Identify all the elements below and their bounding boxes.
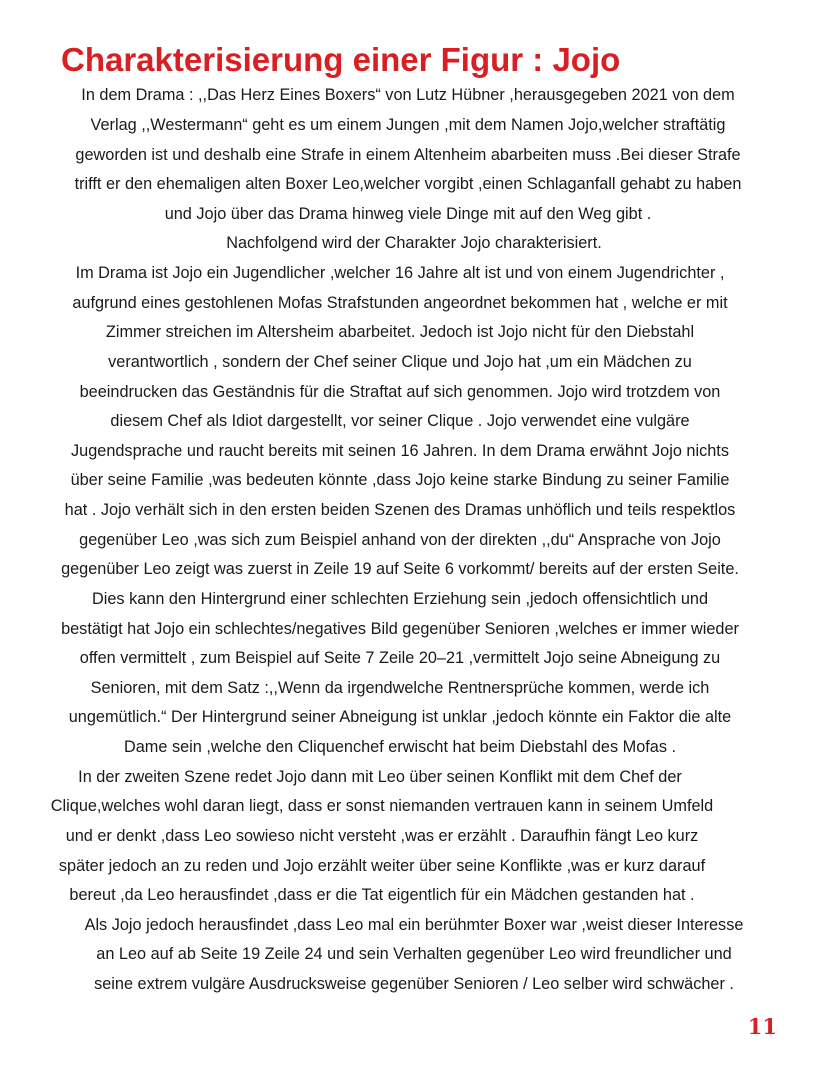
text-line: Verlag ,,Westermann“ geht es um einem Jungen ,mit dem Namen Jojo,welcher straftätig	[90, 116, 726, 134]
text-line: geworden ist und deshalb eine Strafe in einem Altenheim abarbeiten muss .Bei dieser Strafe	[75, 146, 741, 164]
text-line: Clique,welches wohl daran liegt, dass er sonst niemanden vertrauen kann in seinem Umfeld	[50, 797, 714, 815]
text-line: bestätigt hat Jojo ein schlechtes/negatives Bild gegenüber Senioren ,welches er immer wieder	[61, 620, 739, 638]
text-line: und er denkt ,dass Leo sowieso nicht versteht ,was er erzählt . Daraufhin fängt Leo kurz	[65, 827, 699, 845]
text-line: Zimmer streichen im Altersheim abarbeitet. Jedoch ist Jojo nicht für den Diebstahl	[105, 323, 695, 341]
text-line: beeindrucken das Geständnis für die Straftat auf sich genommen. Jojo wird trotzdem von	[79, 383, 721, 401]
text-line: Nachfolgend wird der Charakter Jojo charakterisiert.	[226, 234, 602, 252]
text-line: seine extrem vulgäre Ausdrucksweise gegenüber Senioren / Leo selber wird schwächer .	[94, 975, 734, 993]
page-number: 11	[747, 1014, 777, 1039]
text-line: In der zweiten Szene redet Jojo dann mit Leo über seinen Konflikt mit dem Chef der	[78, 768, 682, 786]
text-line: diesem Chef als Idiot dargestellt, vor seiner Clique . Jojo verwendet eine vulgäre	[110, 412, 690, 430]
text-line: Dame sein ,welche den Cliquenchef erwischt hat beim Diebstahl des Mofas .	[123, 738, 677, 756]
text-line: trifft er den ehemaligen alten Boxer Leo,welcher vorgibt ,einen Schlaganfall gehabt zu haben	[74, 175, 742, 193]
text-line: ungemütlich.“ Der Hintergrund seiner Abneigung ist unklar ,jedoch könnte ein Faktor die alte	[68, 708, 732, 726]
text-line: offen vermittelt , zum Beispiel auf Seite 7 Zeile 20–21 ,vermittelt Jojo seine Abneigung zu	[79, 649, 721, 667]
text-line: aufgrund eines gestohlenen Mofas Strafstunden angeordnet bekommen hat , welche er mit	[72, 294, 728, 312]
text-line: In dem Drama : ,,Das Herz Eines Boxers“ von Lutz Hübner ,herausgegeben 2021 von dem	[81, 86, 735, 104]
text-line: Im Drama ist Jojo ein Jugendlicher ,welcher 16 Jahre alt ist und von einem Jugendrichter ,	[75, 264, 725, 282]
text-line: Dies kann den Hintergrund einer schlechten Erziehung sein ,jedoch offensichtlich und	[91, 590, 709, 608]
text-line: hat . Jojo verhält sich in den ersten beiden Szenen des Dramas unhöflich und teils respektlos	[64, 501, 736, 519]
text-line: Jugendsprache und raucht bereits mit seinen 16 Jahren. In dem Drama erwähnt Jojo nichts	[71, 442, 729, 460]
text-line: Als Jojo jedoch herausfindet ,dass Leo mal ein berühmter Boxer war ,weist dieser Interesse	[84, 916, 744, 934]
document-title: Charakterisierung einer Figur : Jojo	[61, 41, 621, 78]
text-line: später jedoch an zu reden und Jojo erzählt weiter über seine Konflikte ,was er kurz darauf	[58, 857, 706, 875]
text-line: gegenüber Leo ,was sich zum Beispiel anhand von der direkten ,,du“ Ansprache von Jojo	[79, 531, 721, 549]
text-line: über seine Familie ,was bedeuten könnte ,dass Jojo keine starke Bindung zu seiner Familie	[70, 471, 730, 489]
text-line: und Jojo über das Drama hinweg viele Dinge mit auf den Weg gibt .	[164, 205, 652, 223]
text-line: bereut ,da Leo herausfindet ,dass er die Tat eigentlich für ein Mädchen gestanden hat .	[69, 886, 695, 904]
text-line: an Leo auf ab Seite 19 Zeile 24 und sein Verhalten gegenüber Leo wird freundlicher und	[96, 945, 732, 963]
text-line: gegenüber Leo zeigt was zuerst in Zeile 19 auf Seite 6 vorkommt/ bereits auf der ersten Seite.	[61, 560, 739, 578]
text-line: Senioren, mit dem Satz :,,Wenn da irgendwelche Rentnersprüche kommen, werde ich	[90, 679, 710, 697]
text-line: verantwortlich , sondern der Chef seiner Clique und Jojo hat ,um ein Mädchen zu	[108, 353, 692, 371]
